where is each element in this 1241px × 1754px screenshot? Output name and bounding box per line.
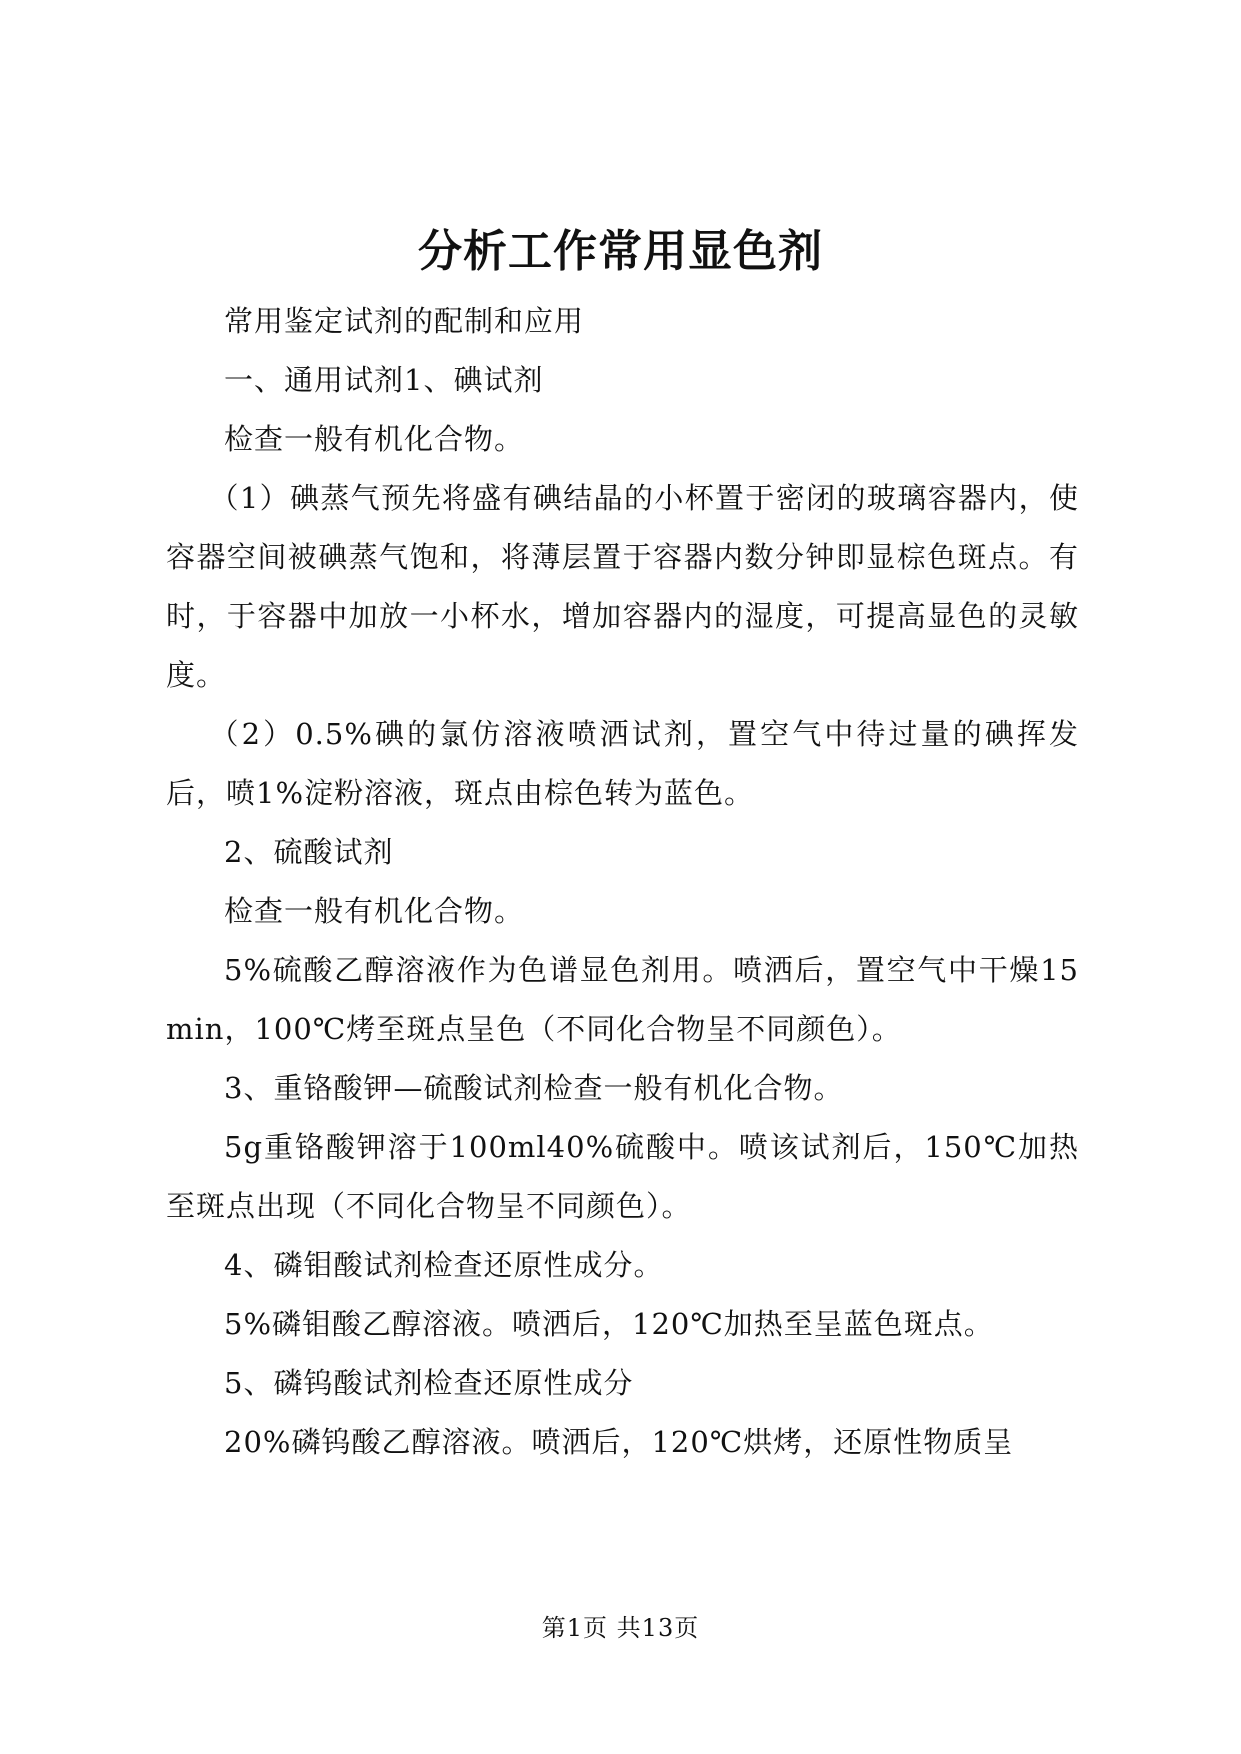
paragraph: 20%磷钨酸乙醇溶液。喷洒后，120℃烘烤，还原性物质呈 xyxy=(224,1425,1014,1459)
paragraph: 5、磷钨酸试剂检查还原性成分 xyxy=(224,1366,634,1400)
paragraph: 3、重铬酸钾—硫酸试剂检查一般有机化合物。 xyxy=(224,1071,844,1105)
paragraph: 5%硫酸乙醇溶液作为色谱显色剂用。喷洒后，置空气中干燥15min，100℃烤至斑点呈色（不同化合物呈不同颜色）。 xyxy=(166,953,1079,1046)
paragraph: 4、磷钼酸试剂检查还原性成分。 xyxy=(224,1248,664,1282)
paragraph: 5%磷钼酸乙醇溶液。喷洒后，120℃加热至呈蓝色斑点。 xyxy=(224,1307,994,1341)
paragraph: 常用鉴定试剂的配制和应用 xyxy=(224,304,585,338)
page-footer: 第1页 共13页 xyxy=(541,1614,700,1642)
paragraph: 检查一般有机化合物。 xyxy=(224,422,525,456)
document-body xyxy=(166,292,1079,1472)
paragraph: 5g重铬酸钾溶于100ml40%硫酸中。喷该试剂后，150℃加热至斑点出现（不同化合物呈不同颜色）。 xyxy=(166,1130,1079,1223)
paragraph: 一、通用试剂1、碘试剂 xyxy=(224,363,544,397)
paragraph: 检查一般有机化合物。 xyxy=(224,894,525,928)
paragraph: （1）碘蒸气预先将盛有碘结晶的小杯置于密闭的玻璃容器内，使容器空间被碘蒸气饱和，将薄层置于容器内数分钟即显棕色斑点。有时，于容器中加放一小杯水，增加容器内的湿度，可提高显色的灵敏度。 xyxy=(166,481,1079,692)
document-title: 分析工作常用显色剂 xyxy=(418,226,823,277)
paragraph: 2、硫酸试剂 xyxy=(224,835,394,869)
paragraph: （2）0.5%碘的氯仿溶液喷洒试剂，置空气中待过量的碘挥发后，喷1%淀粉溶液，斑点由棕色转为蓝色。 xyxy=(166,717,1079,810)
